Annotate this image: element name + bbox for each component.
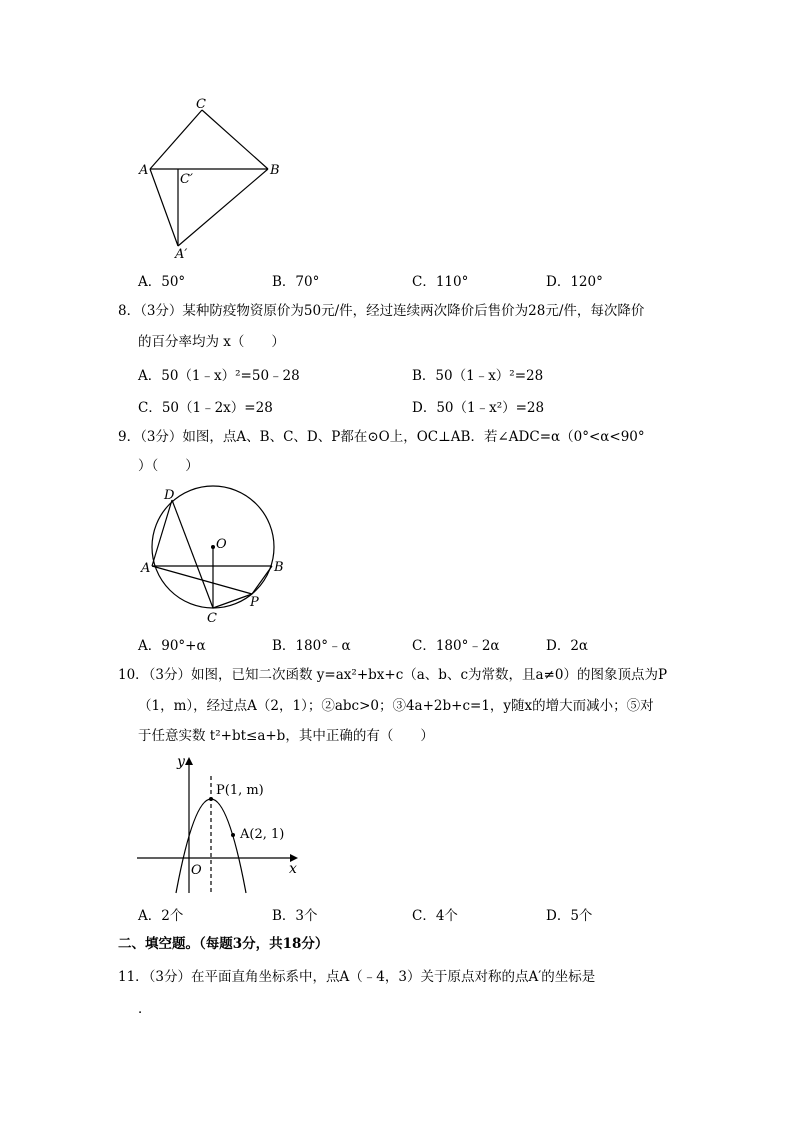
q9-question-line1: 9．（3分）如图，点A、B、C、D、P都在⊙O上，OC⊥AB．若∠ADC=α（0°<α<90°: [118, 429, 645, 445]
q9-choice-a: A．90°+α: [138, 638, 206, 654]
q8-question-line1: 8．（3分）某种防疫物资原价为50元/件，经过连续两次降价后售价为28元/件，每次降价: [118, 303, 645, 319]
q10-question-line3: 于任意实数 t²+bt≤a+b，其中正确的有（ ）: [138, 728, 434, 744]
q10-choice-a: A．2个: [138, 908, 184, 924]
q8-choice-c: C．50（1﹣2x）=28: [138, 400, 273, 416]
q8-choice-a: A．50（1﹣x）²=50﹣28: [138, 368, 300, 384]
q9-label-p: P: [250, 595, 259, 610]
q9-choice-b: B．180°﹣α: [272, 638, 351, 654]
q7-choice-c: C．110°: [412, 274, 469, 290]
q11-question-line1: 11．（3分）在平面直角坐标系中，点A（﹣4，3）关于原点对称的点A′的坐标是: [118, 969, 596, 985]
q7-label-ap: A′: [175, 247, 188, 262]
q7-label-cp: C′: [180, 172, 193, 187]
q7-choice-a: A．50°: [138, 274, 186, 290]
q8-choice-b: B．50（1﹣x）²=28: [412, 368, 544, 384]
q10-label-y: y: [177, 754, 185, 770]
q10-question-line1: 10．（3分）如图，已知二次函数 y=ax²+bx+c（a、b、c为常数，且a≠0）的图象顶点为P: [118, 667, 668, 683]
q11-question-line2: ．: [138, 1001, 152, 1017]
q7-label-b: B: [270, 163, 280, 178]
q10-y-arrow: [185, 757, 193, 765]
q9-line-bp: [252, 566, 272, 594]
q9-line-cp: [213, 594, 252, 608]
q9-figure: [135, 480, 295, 630]
q9-label-b: B: [274, 560, 284, 575]
q9-line-ap: [152, 566, 252, 594]
q10-label-p: P(1, m): [216, 783, 264, 798]
q10-label-x: x: [289, 861, 297, 877]
q9-label-a: A: [141, 561, 151, 576]
q7-figure: [130, 90, 300, 265]
q10-choice-b: B．3个: [272, 908, 318, 924]
q10-point-a: [231, 833, 235, 837]
q7-label-a: A: [139, 163, 149, 178]
q9-choice-c: C．180°﹣2α: [412, 638, 500, 654]
q7-line-cb: [202, 110, 268, 169]
q7-choice-b: B．70°: [272, 274, 320, 290]
q8-question-line2: 的百分率均为 x（ ）: [138, 334, 285, 350]
q10-figure: [130, 750, 310, 895]
q10-label-a: A(2, 1): [240, 827, 285, 842]
q7-line-aap: [150, 169, 178, 246]
q9-label-d: D: [164, 488, 175, 503]
q10-question-line2: （1，m），经过点A（2，1）；②abc>0；③4a+2b+c=1，y随x的增大而减小；⑤对: [138, 698, 654, 714]
q10-choice-c: C．4个: [412, 908, 458, 924]
q10-label-o: O: [191, 863, 202, 878]
q9-label-c: C: [207, 611, 217, 626]
q9-point-o: [211, 545, 215, 549]
q7-line-ac: [150, 110, 202, 169]
q9-line-ad: [152, 500, 172, 566]
q8-choice-d: D．50（1﹣x²）=28: [412, 400, 545, 416]
q9-choice-d: D．2α: [546, 638, 589, 654]
q7-choice-d: D．120°: [546, 274, 603, 290]
q9-question-line2: ）（ ）: [138, 458, 199, 474]
q9-line-dc: [172, 500, 213, 608]
q9-label-o: O: [216, 537, 227, 552]
q10-point-p: [209, 797, 213, 801]
section-title: 二、填空题。（每题3分，共18分）: [118, 936, 329, 952]
q10-choice-d: D．5个: [546, 908, 593, 924]
q7-label-c: C: [196, 97, 206, 112]
